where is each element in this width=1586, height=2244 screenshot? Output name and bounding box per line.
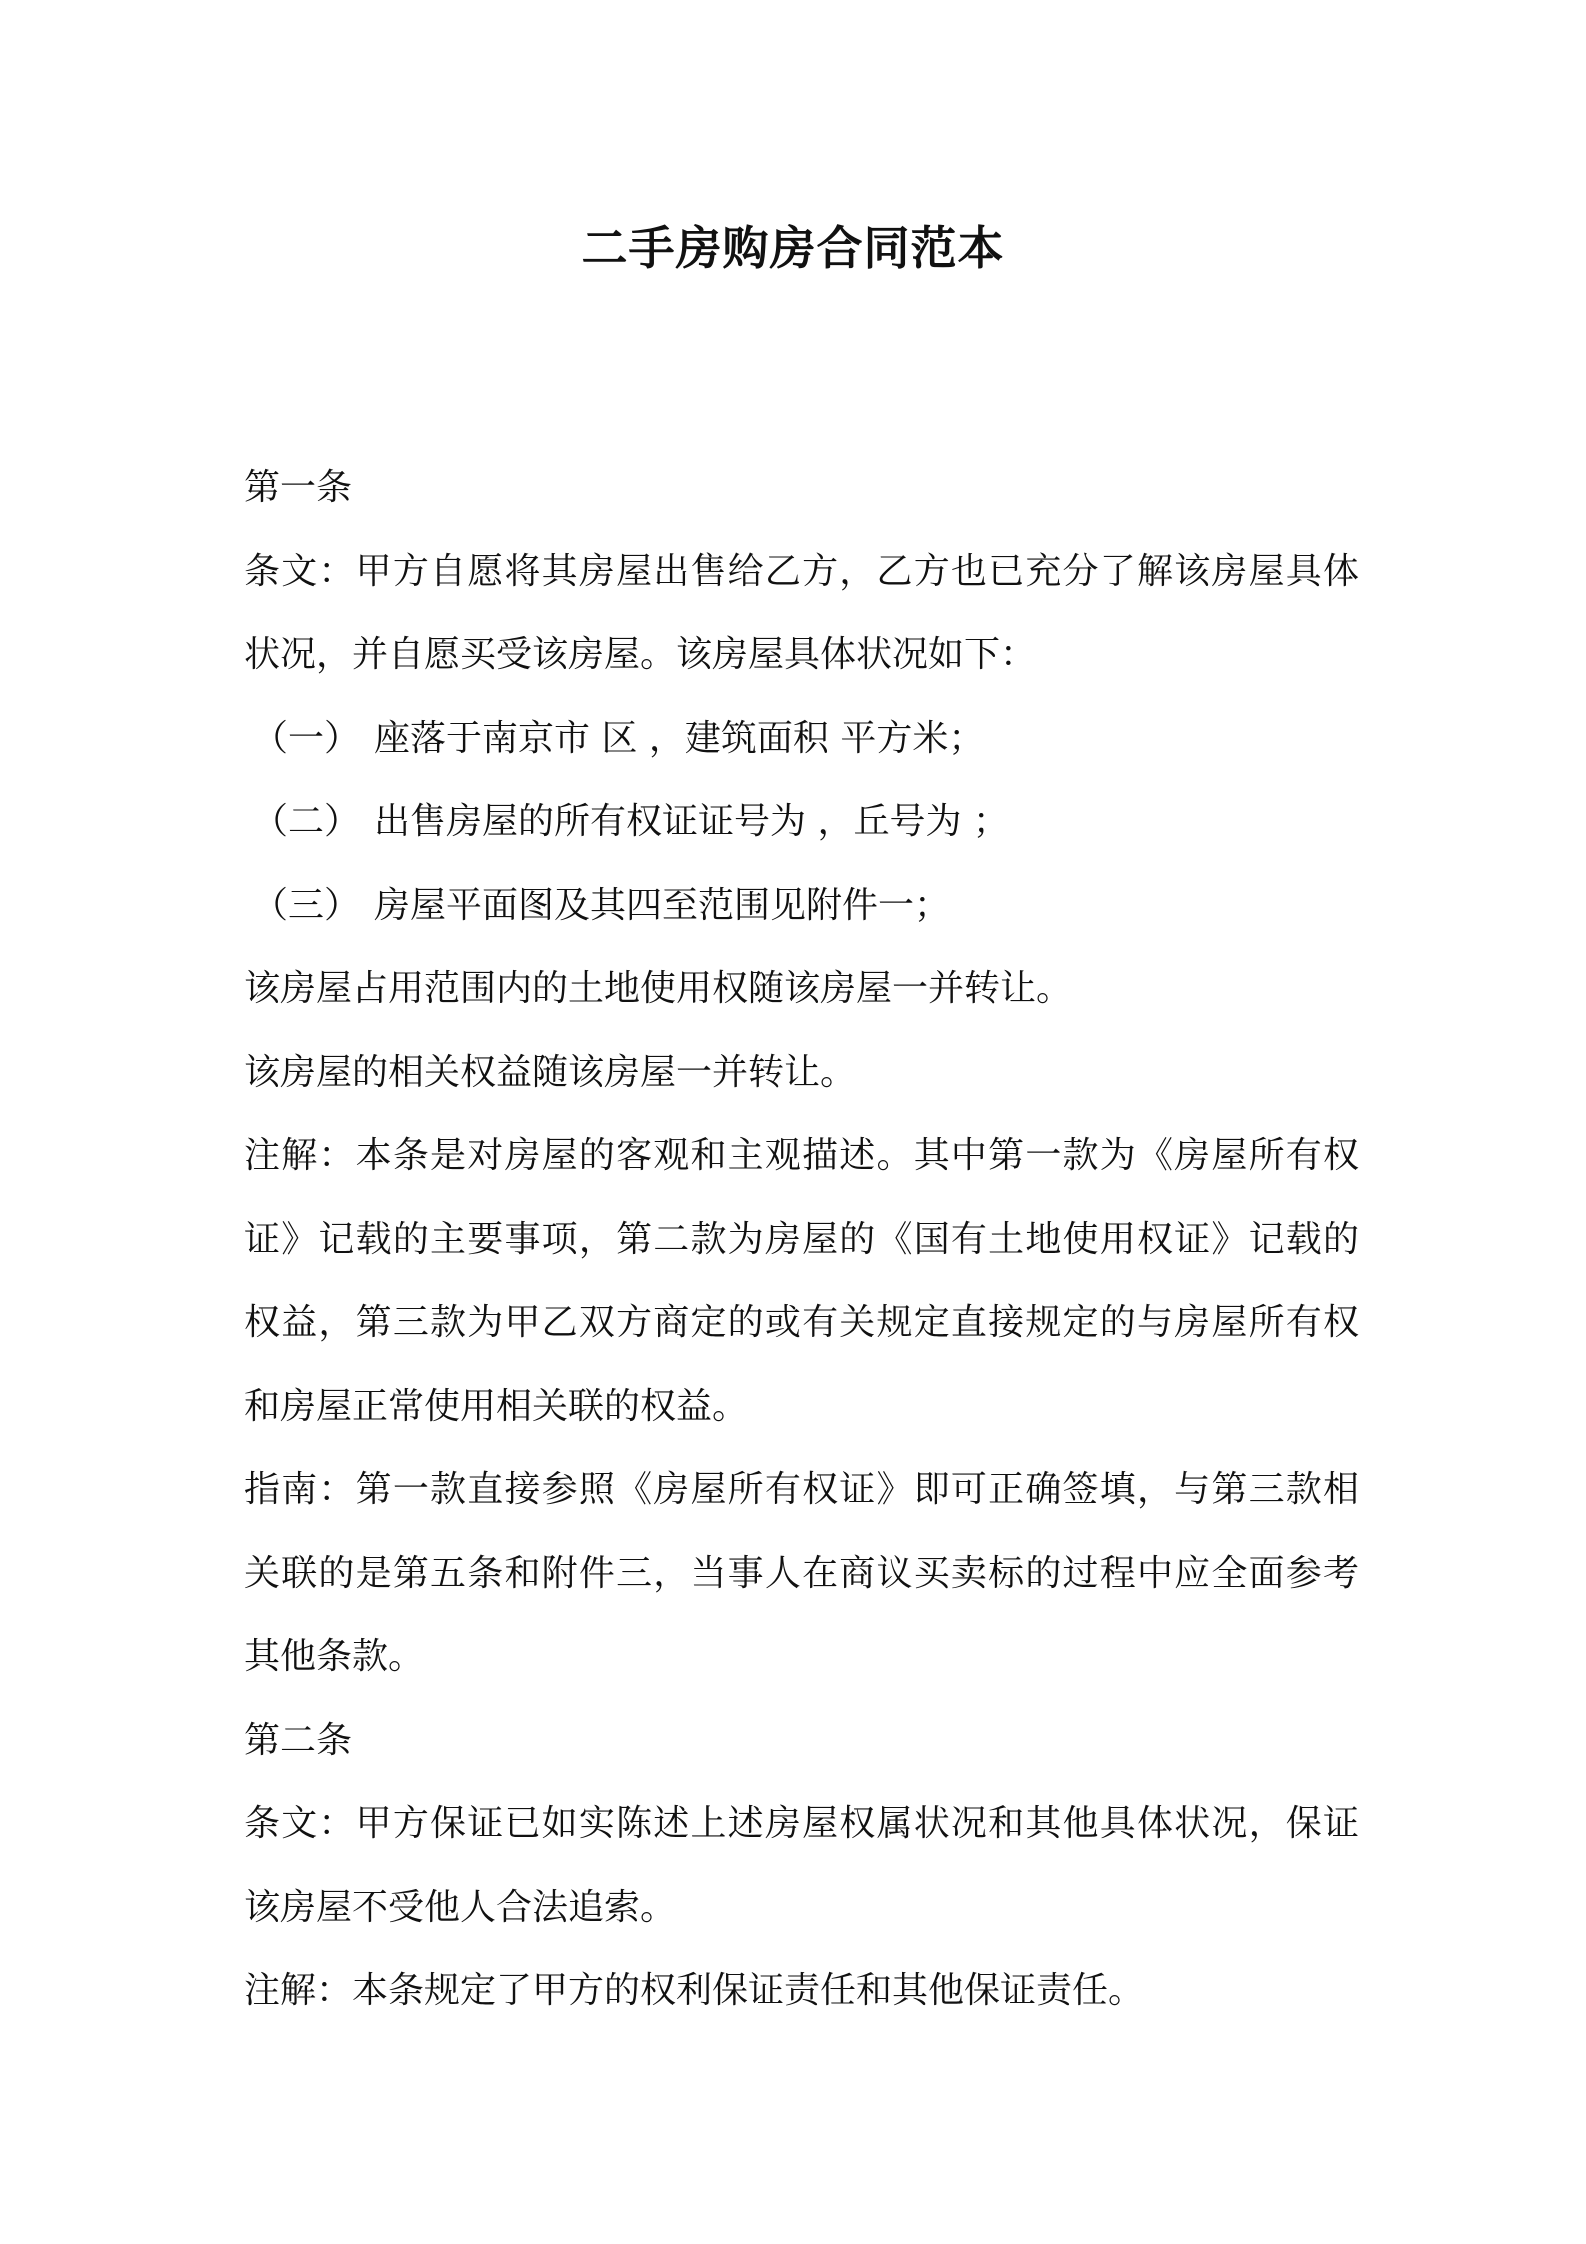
list-item-text: 座落于南京市 区 ，建筑面积 平方米； xyxy=(374,717,985,759)
guide-line: 其他条款。 xyxy=(244,1636,425,1677)
article-heading-1: 第一条 xyxy=(244,467,353,508)
article-heading-2: 第二条 xyxy=(244,1719,353,1761)
annotation-line: 证》记载的主要事项，第二款为房屋的《国有土地使用权证》记载的 xyxy=(244,1218,1359,1260)
article-2-clause-line: 条文：甲方保证已如实陈述上述房屋权属状况和其他具体状况，保证 xyxy=(244,1803,1359,1844)
annotation-line: 注解：本条规定了甲方的权利保证责任和其他保证责任。 xyxy=(244,1970,1145,2011)
list-item-label: （二） xyxy=(252,801,361,842)
article-2-clause-line: 该房屋不受他人合法追索。 xyxy=(244,1886,677,1928)
paragraph-line: 该房屋占用范围内的土地使用权随该房屋一并转让。 xyxy=(244,968,1073,1009)
annotation-line: 权益，第三款为甲乙双方商定的或有关规定直接规定的与房屋所有权 xyxy=(244,1302,1359,1343)
list-item-text: 房屋平面图及其四至范围见附件一； xyxy=(374,884,951,926)
guide-line: 指南：第一款直接参照《房屋所有权证》即可正确签填，与第三款相 xyxy=(244,1469,1359,1510)
list-item-label: （一） xyxy=(252,717,361,759)
article-1-clause-line: 状况，并自愿买受该房屋。该房屋具体状况如下： xyxy=(244,634,1037,675)
list-item-2 xyxy=(244,780,1359,864)
annotation-line: 和房屋正常使用相关联的权益。 xyxy=(244,1385,749,1427)
page-title: 二手房购房合同范本 xyxy=(581,221,1005,275)
list-item-1 xyxy=(244,697,1359,781)
annotation-line: 注解：本条是对房屋的客观和主观描述。其中第一款为《房屋所有权 xyxy=(244,1135,1359,1176)
article-1-clause-line: 条文：甲方自愿将其房屋出售给乙方，乙方也已充分了解该房屋具体 xyxy=(244,550,1359,592)
list-item-text: 出售房屋的所有权证证号为 ，丘号为 ； xyxy=(374,801,1009,842)
document-body xyxy=(244,446,1359,2033)
list-item-label: （三） xyxy=(252,884,361,926)
guide-line: 关联的是第五条和附件三，当事人在商议买卖标的过程中应全面参考 xyxy=(244,1552,1359,1594)
paragraph-line: 该房屋的相关权益随该房屋一并转让。 xyxy=(244,1051,857,1093)
list-item-3 xyxy=(244,864,1359,948)
